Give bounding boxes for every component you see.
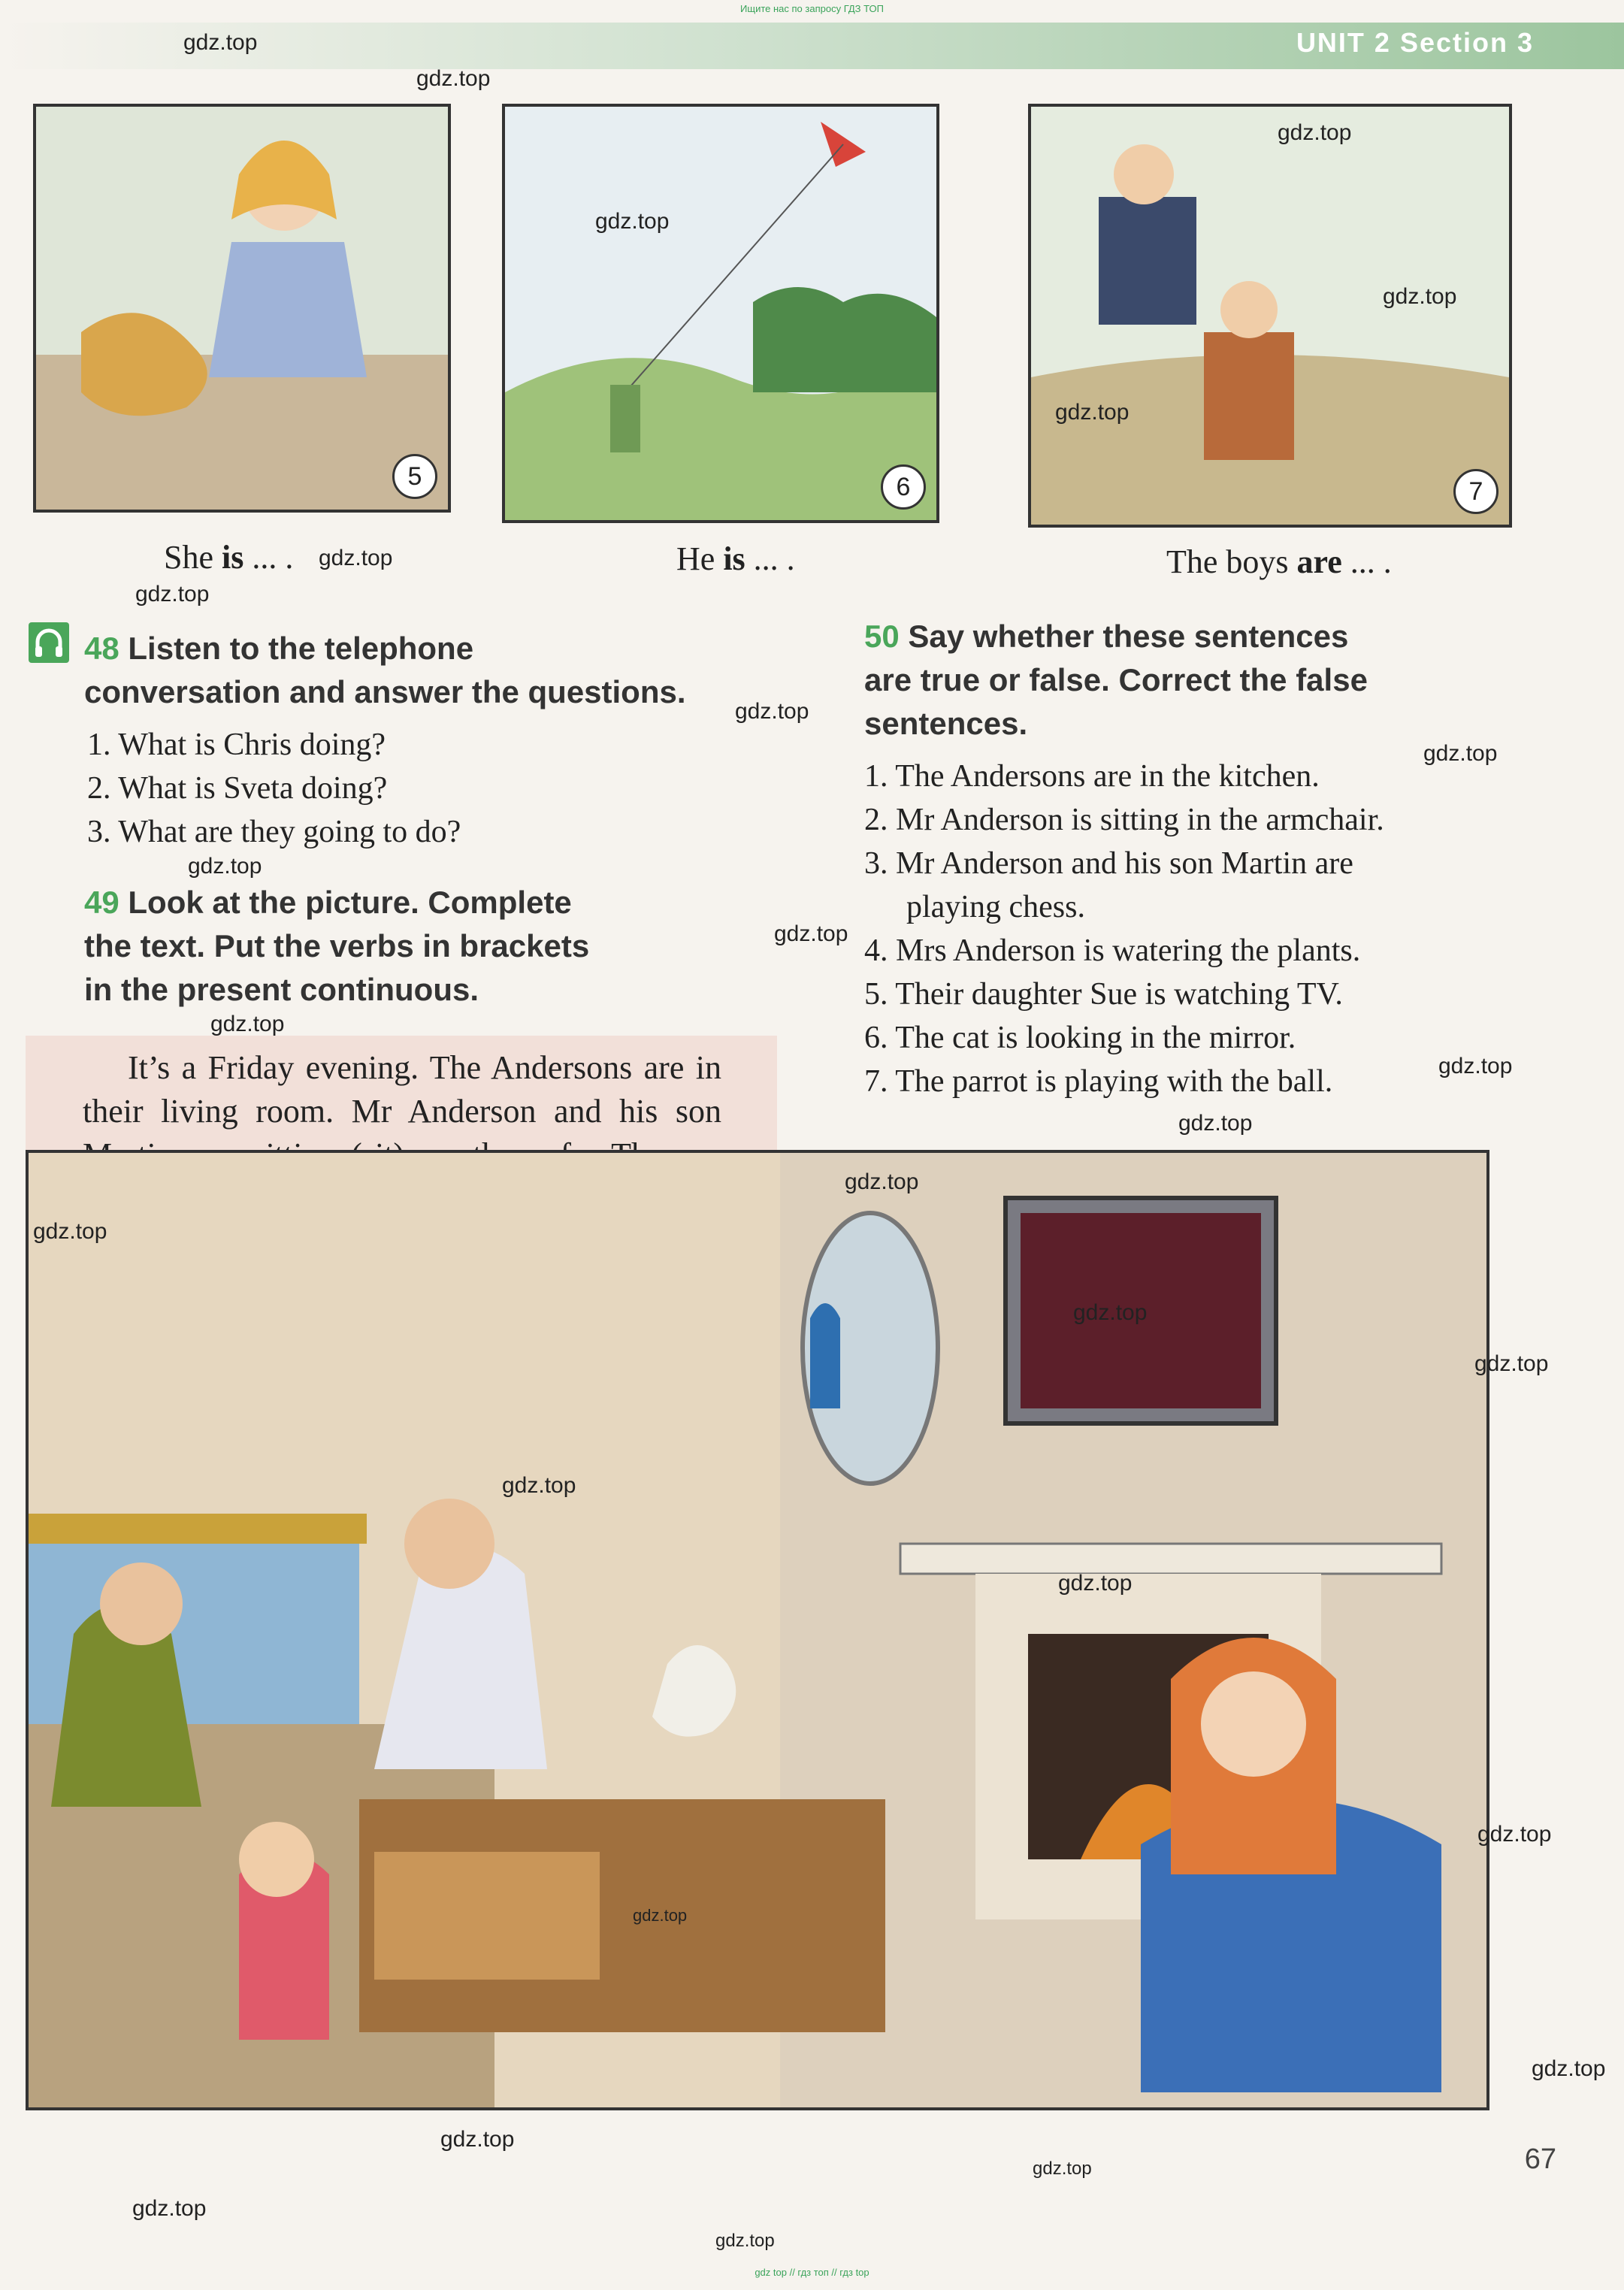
watermark: gdz.top (183, 30, 258, 55)
boy-flying-kite-illustration (505, 107, 936, 520)
picture-number: 7 (1453, 469, 1498, 514)
watermark: gdz.top (502, 1473, 576, 1498)
picture-6 (502, 104, 939, 523)
watermark: gdz.top (188, 854, 262, 879)
watermark: gdz.top (132, 2196, 207, 2221)
exercise-number: 49 (84, 885, 119, 920)
andersons-living-room-picture (29, 1153, 1486, 2107)
watermark: gdz.top (1073, 1300, 1148, 1325)
picture-7 (1028, 104, 1512, 528)
exercise-50-sentences (864, 755, 1384, 1103)
headphones-icon (29, 622, 69, 663)
list-item: 3. What are they going to do? (87, 815, 461, 849)
watermark: gdz.top (1477, 1822, 1552, 1847)
list-item: 5. Their daughter Sue is watching TV. (864, 977, 1343, 1012)
page-number: 67 (1524, 2143, 1556, 2175)
watermark: gdz.top (1033, 2158, 1092, 2179)
list-item: 1. The Andersons are in the kitchen. (864, 759, 1320, 794)
list-item: 2. What is Sveta doing? (87, 771, 388, 806)
watermark: gdz.top (774, 921, 848, 946)
watermark: gdz.top (1474, 1351, 1549, 1376)
watermark: gdz.top (135, 582, 210, 607)
watermark: gdz.top (633, 1906, 688, 1925)
boys-with-camera-illustration (1031, 107, 1509, 525)
exercise-number: 50 (864, 619, 900, 654)
watermark: gdz.top (1423, 741, 1498, 766)
list-item: 6. The cat is looking in the mirror. (864, 1021, 1296, 1055)
watermark: gdz.top (1532, 2056, 1606, 2081)
watermark: gdz.top (715, 2231, 775, 2251)
top-note: Ищите нас по запросу ГДЗ ТОП (740, 3, 884, 14)
watermark: gdz.top (1058, 1571, 1133, 1596)
list-item: 3. Mr Anderson and his son Martin are (864, 846, 1353, 881)
list-item: 7. The parrot is playing with the ball. (864, 1064, 1333, 1099)
watermark: gdz.top (1178, 1111, 1253, 1136)
exercise-49-text: It’s a Friday evening. The Andersons are in their living room. Mr Anderson and his son (83, 1049, 721, 1130)
exercise-48-heading: 48 Listen to the telephone conversation and answer the questions. (84, 631, 686, 709)
exercise-48-questions (87, 723, 461, 854)
picture-number: 6 (881, 464, 926, 510)
bottom-note: gdz top // гдз топ // гдз top (755, 2267, 869, 2278)
girl-with-cat-illustration (36, 107, 448, 510)
exercise-50-heading: 50 Say whether these sentences are true or false. Correct the false sentences. (864, 619, 1368, 741)
watermark: gdz.top (416, 66, 491, 91)
picture-number: 5 (392, 454, 437, 499)
watermark: gdz.top (735, 699, 809, 724)
list-item: playing chess. (906, 890, 1085, 924)
caption-picture-6: He is ... . (676, 540, 795, 577)
watermark: gdz.top (33, 1219, 107, 1244)
picture-5 (33, 104, 451, 513)
list-item: 2. Mr Anderson is sitting in the armchair. (864, 803, 1384, 837)
unit-title: UNIT 2 Section 3 (1296, 27, 1534, 58)
watermark: gdz.top (1055, 400, 1130, 425)
list-item: 4. Mrs Anderson is watering the plants. (864, 933, 1361, 968)
watermark: gdz.top (1383, 284, 1457, 309)
caption-picture-7: The boys are ... . (1166, 543, 1392, 580)
watermark: gdz.top (1278, 120, 1352, 145)
exercise-number: 48 (84, 631, 119, 666)
caption-picture-5: She is ... . (164, 539, 294, 576)
watermark: gdz.top (210, 1012, 285, 1036)
watermark: gdz.top (845, 1169, 919, 1194)
watermark: gdz.top (595, 209, 670, 234)
list-item: 1. What is Chris doing? (87, 728, 386, 762)
watermark: gdz.top (1438, 1054, 1513, 1078)
living-room-illustration (26, 1150, 1489, 2110)
watermark: gdz.top (440, 2127, 515, 2152)
watermark: gdz.top (319, 546, 393, 570)
exercise-49-heading: 49 Look at the picture. Complete the text. Put the verbs in brackets in the present continuous. (84, 885, 590, 1007)
